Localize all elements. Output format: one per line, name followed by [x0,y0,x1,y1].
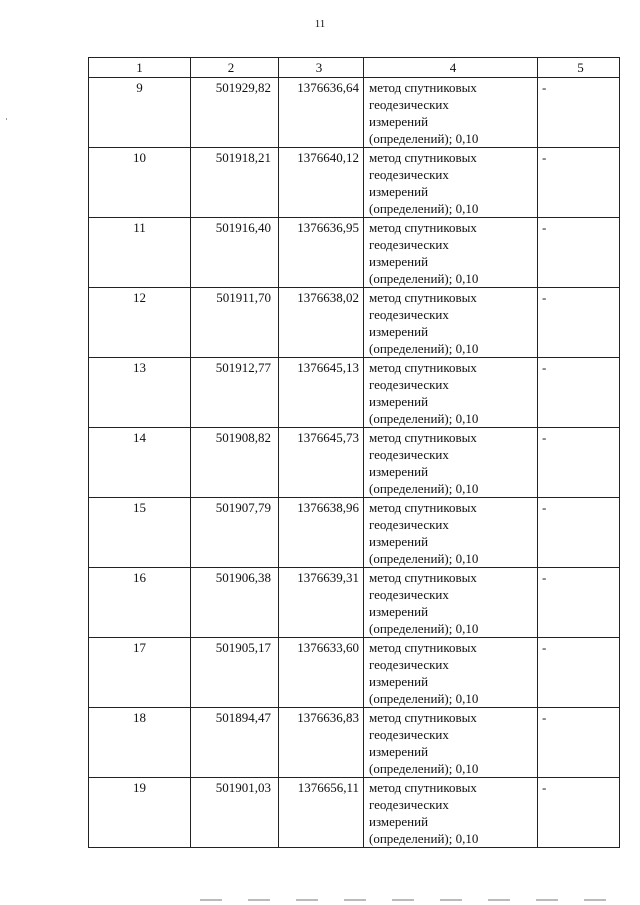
point-number-cell-text: 16 [133,570,146,585]
method-line: (определений); 0,10 [369,761,479,776]
y-coordinate-cell [279,218,364,288]
y-coordinate-cell [279,148,364,218]
method-text [369,78,537,147]
x-coordinate-cell-text: 501911,70 [216,290,271,305]
point-number-cell [89,288,191,358]
point-number-cell [89,568,191,638]
y-coordinate-cell [279,428,364,498]
note-cell [538,708,620,778]
point-number-cell-text: 13 [133,360,146,375]
method-line: (определений); 0,10 [369,621,479,636]
method-line: геодезических [369,377,449,392]
x-coordinate-cell-text: 501901,03 [215,780,271,795]
method-line: измерений [369,814,429,829]
method-cell [364,288,538,358]
y-coordinate-cell-text: 1376640,12 [297,150,359,165]
y-coordinate-cell [279,498,364,568]
x-coordinate-cell [191,498,279,568]
note-cell [538,778,620,848]
y-coordinate-cell [279,78,364,148]
method-text [369,218,537,287]
point-number-cell-text: 14 [133,430,146,445]
note-cell-text: - [542,430,547,445]
method-line: метод спутниковых [369,150,477,165]
method-text [369,498,537,567]
method-line: измерений [369,254,429,269]
method-line: метод спутниковых [369,220,477,235]
method-text [369,358,537,427]
method-line: (определений); 0,10 [369,551,479,566]
method-cell [364,498,538,568]
note-cell-text: - [542,640,547,655]
method-line: метод спутниковых [369,290,477,305]
x-coordinate-cell [191,78,279,148]
method-line: метод спутниковых [369,710,477,725]
note-cell-text: - [542,570,547,585]
method-line: измерений [369,114,429,129]
table-row [89,708,620,778]
point-number-cell-text: 18 [133,710,146,725]
y-coordinate-cell [279,288,364,358]
method-line: метод спутниковых [369,640,477,655]
method-line: измерений [369,604,429,619]
header-cell-4: 4 [364,58,538,78]
note-cell-text: - [542,710,547,725]
x-coordinate-cell [191,568,279,638]
header-cell-1: 1 [89,58,191,78]
method-line: метод спутниковых [369,430,477,445]
table-row [89,358,620,428]
method-line: метод спутниковых [369,780,477,795]
x-coordinate-cell-text: 501894,47 [215,710,271,725]
header-cell-3: 3 [279,58,364,78]
point-number-cell-text: 15 [133,500,146,515]
x-coordinate-cell-text: 501907,79 [215,500,271,515]
x-coordinate-cell [191,288,279,358]
note-cell [538,638,620,708]
method-line: геодезических [369,307,449,322]
method-line: метод спутниковых [369,570,477,585]
method-line: (определений); 0,10 [369,411,479,426]
y-coordinate-cell-text: 1376639,31 [297,570,359,585]
method-line: метод спутниковых [369,80,477,95]
y-coordinate-cell [279,638,364,708]
point-number-cell [89,78,191,148]
method-cell [364,428,538,498]
method-cell [364,568,538,638]
table-row [89,288,620,358]
header-row [89,58,620,78]
method-line: измерений [369,324,429,339]
method-text [369,708,537,777]
y-coordinate-cell-text: 1376645,73 [297,430,359,445]
scan-artifact [6,118,7,120]
point-number-cell [89,778,191,848]
note-cell [538,148,620,218]
method-line: метод спутниковых [369,360,477,375]
method-text [369,568,537,637]
point-number-cell-text: 17 [133,640,146,655]
point-number-cell [89,498,191,568]
point-number-cell [89,428,191,498]
table-row [89,148,620,218]
method-line: (определений); 0,10 [369,131,479,146]
x-coordinate-cell [191,778,279,848]
method-line: (определений); 0,10 [369,481,479,496]
note-cell [538,218,620,288]
note-cell-text: - [542,360,547,375]
x-coordinate-cell [191,638,279,708]
note-cell [538,498,620,568]
method-text [369,428,537,497]
x-coordinate-cell-text: 501912,77 [215,360,271,375]
header-cell-2: 2 [191,58,279,78]
note-cell [538,428,620,498]
y-coordinate-cell-text: 1376636,83 [297,710,359,725]
x-coordinate-cell [191,358,279,428]
method-line: измерений [369,184,429,199]
method-line: геодезических [369,167,449,182]
table-row [89,218,620,288]
method-line: измерений [369,534,429,549]
table-header [89,58,620,78]
header-cell-5: 5 [538,58,620,78]
method-cell [364,708,538,778]
point-number-cell [89,358,191,428]
table-row [89,568,620,638]
note-cell-text: - [542,150,547,165]
method-text [369,288,537,357]
x-coordinate-cell [191,708,279,778]
method-line: (определений); 0,10 [369,271,479,286]
coordinates-table [88,57,620,848]
y-coordinate-cell-text: 1376636,95 [297,220,359,235]
y-coordinate-cell-text: 1376636,64 [297,80,359,95]
method-text [369,148,537,217]
point-number-cell [89,708,191,778]
page-number: 11 [314,18,326,30]
table-body [89,78,620,848]
method-line: геодезических [369,237,449,252]
method-line: геодезических [369,517,449,532]
method-cell [364,778,538,848]
point-number-cell-text: 19 [133,780,146,795]
note-cell [538,78,620,148]
point-number-cell-text: 9 [136,80,143,95]
note-cell [538,568,620,638]
y-coordinate-cell [279,778,364,848]
method-text [369,778,537,847]
note-cell-text: - [542,500,547,515]
method-line: метод спутниковых [369,500,477,515]
x-coordinate-cell-text: 501916,40 [215,220,271,235]
method-line: (определений); 0,10 [369,831,479,846]
method-line: измерений [369,394,429,409]
method-cell [364,78,538,148]
method-line: геодезических [369,587,449,602]
note-cell-text: - [542,220,547,235]
method-text [369,638,537,707]
point-number-cell [89,218,191,288]
y-coordinate-cell [279,358,364,428]
y-coordinate-cell-text: 1376645,13 [297,360,359,375]
method-line: (определений); 0,10 [369,341,479,356]
method-line: (определений); 0,10 [369,201,479,216]
point-number-cell-text: 11 [133,220,146,235]
table-row [89,428,620,498]
method-line: измерений [369,464,429,479]
method-line: геодезических [369,727,449,742]
x-coordinate-cell-text: 501905,17 [215,640,271,655]
table-row [89,638,620,708]
method-cell [364,218,538,288]
point-number-cell-text: 10 [133,150,146,165]
scan-artifact-bottom [200,899,620,901]
note-cell-text: - [542,780,547,795]
method-cell [364,148,538,218]
point-number-cell [89,148,191,218]
x-coordinate-cell-text: 501918,21 [215,150,271,165]
method-cell [364,638,538,708]
method-line: геодезических [369,447,449,462]
table-row [89,778,620,848]
note-cell-text: - [542,290,547,305]
method-line: (определений); 0,10 [369,691,479,706]
table-row [89,78,620,148]
x-coordinate-cell-text: 501906,38 [215,570,271,585]
note-cell-text: - [542,80,547,95]
method-line: геодезических [369,657,449,672]
y-coordinate-cell-text: 1376633,60 [297,640,359,655]
table-row [89,498,620,568]
note-cell [538,358,620,428]
y-coordinate-cell-text: 1376638,96 [297,500,359,515]
y-coordinate-cell-text: 1376656,11 [297,780,359,795]
y-coordinate-cell-text: 1376638,02 [297,290,359,305]
method-line: измерений [369,744,429,759]
x-coordinate-cell-text: 501908,82 [215,430,271,445]
method-line: геодезических [369,797,449,812]
x-coordinate-cell [191,148,279,218]
method-line: геодезических [369,97,449,112]
y-coordinate-cell [279,568,364,638]
method-cell [364,358,538,428]
method-line: измерений [369,674,429,689]
point-number-cell-text: 12 [133,290,146,305]
x-coordinate-cell [191,218,279,288]
y-coordinate-cell [279,708,364,778]
point-number-cell [89,638,191,708]
note-cell [538,288,620,358]
x-coordinate-cell [191,428,279,498]
x-coordinate-cell-text: 501929,82 [215,80,271,95]
